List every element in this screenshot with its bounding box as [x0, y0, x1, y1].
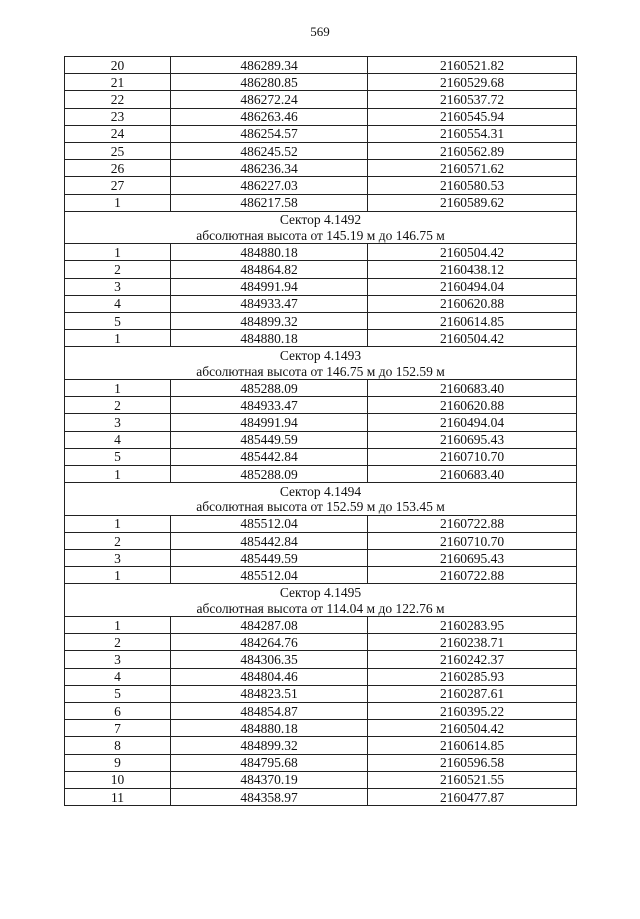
point-number-cell: 10: [65, 771, 171, 788]
sector-title-row: [65, 584, 577, 600]
sector-title-row: [65, 347, 577, 363]
point-number-cell: 24: [65, 125, 171, 142]
x-coordinate-cell: 484899.32: [171, 313, 368, 330]
y-coordinate-cell: 2160620.88: [368, 295, 577, 312]
x-coordinate-cell: 484991.94: [171, 278, 368, 295]
y-coordinate-cell: 2160683.40: [368, 380, 577, 397]
sector-title: Сектор 4.1492: [65, 211, 577, 227]
point-number-cell: 1: [65, 330, 171, 347]
x-coordinate-cell: 486254.57: [171, 125, 368, 142]
point-number-cell: 22: [65, 91, 171, 108]
y-coordinate-cell: 2160285.93: [368, 668, 577, 685]
coordinates-table-body: [65, 57, 577, 806]
sector-height-range: абсолютная высота от 146.75 м до 152.59 м: [65, 363, 577, 379]
x-coordinate-cell: 485512.04: [171, 515, 368, 532]
point-number-cell: 4: [65, 668, 171, 685]
y-coordinate-cell: 2160545.94: [368, 108, 577, 125]
coordinates-table: [64, 56, 577, 806]
x-coordinate-cell: 484264.76: [171, 634, 368, 651]
point-row: [65, 142, 577, 159]
y-coordinate-cell: 2160562.89: [368, 142, 577, 159]
y-coordinate-cell: 2160596.58: [368, 754, 577, 771]
point-number-cell: 2: [65, 397, 171, 414]
point-row: [65, 414, 577, 431]
point-number-cell: 5: [65, 685, 171, 702]
point-number-cell: 1: [65, 567, 171, 584]
point-number-cell: 5: [65, 448, 171, 465]
y-coordinate-cell: 2160504.42: [368, 244, 577, 261]
sector-title: Сектор 4.1493: [65, 347, 577, 363]
y-coordinate-cell: 2160695.43: [368, 550, 577, 567]
point-row: [65, 651, 577, 668]
point-number-cell: 1: [65, 380, 171, 397]
x-coordinate-cell: 485512.04: [171, 567, 368, 584]
x-coordinate-cell: 484880.18: [171, 244, 368, 261]
y-coordinate-cell: 2160395.22: [368, 703, 577, 720]
x-coordinate-cell: 484880.18: [171, 720, 368, 737]
point-row: [65, 720, 577, 737]
y-coordinate-cell: 2160683.40: [368, 465, 577, 482]
y-coordinate-cell: 2160554.31: [368, 125, 577, 142]
x-coordinate-cell: 486245.52: [171, 142, 368, 159]
point-row: [65, 244, 577, 261]
sector-title: Сектор 4.1494: [65, 483, 577, 499]
x-coordinate-cell: 486236.34: [171, 160, 368, 177]
y-coordinate-cell: 2160521.82: [368, 57, 577, 74]
x-coordinate-cell: 485288.09: [171, 380, 368, 397]
x-coordinate-cell: 484899.32: [171, 737, 368, 754]
y-coordinate-cell: 2160504.42: [368, 330, 577, 347]
x-coordinate-cell: 486289.34: [171, 57, 368, 74]
sector-height-range: абсолютная высота от 114.04 м до 122.76 м: [65, 600, 577, 616]
point-number-cell: 9: [65, 754, 171, 771]
point-row: [65, 125, 577, 142]
y-coordinate-cell: 2160710.70: [368, 532, 577, 549]
point-row: [65, 703, 577, 720]
point-number-cell: 1: [65, 244, 171, 261]
x-coordinate-cell: 484880.18: [171, 330, 368, 347]
y-coordinate-cell: 2160580.53: [368, 177, 577, 194]
y-coordinate-cell: 2160571.62: [368, 160, 577, 177]
point-row: [65, 278, 577, 295]
y-coordinate-cell: 2160614.85: [368, 313, 577, 330]
point-row: [65, 431, 577, 448]
y-coordinate-cell: 2160589.62: [368, 194, 577, 211]
sector-title-row: [65, 483, 577, 499]
sector-height-range: абсолютная высота от 152.59 м до 153.45 м: [65, 499, 577, 515]
x-coordinate-cell: 484933.47: [171, 397, 368, 414]
y-coordinate-cell: 2160494.04: [368, 278, 577, 295]
y-coordinate-cell: 2160242.37: [368, 651, 577, 668]
x-coordinate-cell: 486227.03: [171, 177, 368, 194]
x-coordinate-cell: 484287.08: [171, 617, 368, 634]
point-number-cell: 1: [65, 617, 171, 634]
x-coordinate-cell: 484823.51: [171, 685, 368, 702]
sector-title: Сектор 4.1495: [65, 584, 577, 600]
point-row: [65, 771, 577, 788]
point-row: [65, 330, 577, 347]
point-number-cell: 11: [65, 788, 171, 805]
y-coordinate-cell: 2160287.61: [368, 685, 577, 702]
y-coordinate-cell: 2160710.70: [368, 448, 577, 465]
point-row: [65, 515, 577, 532]
x-coordinate-cell: 484864.82: [171, 261, 368, 278]
point-row: [65, 788, 577, 805]
point-row: [65, 754, 577, 771]
point-row: [65, 108, 577, 125]
y-coordinate-cell: 2160695.43: [368, 431, 577, 448]
y-coordinate-cell: 2160529.68: [368, 74, 577, 91]
point-row: [65, 465, 577, 482]
point-number-cell: 21: [65, 74, 171, 91]
point-row: [65, 685, 577, 702]
x-coordinate-cell: 484370.19: [171, 771, 368, 788]
point-number-cell: 7: [65, 720, 171, 737]
point-number-cell: 2: [65, 261, 171, 278]
point-number-cell: 3: [65, 414, 171, 431]
y-coordinate-cell: 2160238.71: [368, 634, 577, 651]
point-row: [65, 737, 577, 754]
point-row: [65, 74, 577, 91]
x-coordinate-cell: 484933.47: [171, 295, 368, 312]
point-row: [65, 177, 577, 194]
x-coordinate-cell: 486263.46: [171, 108, 368, 125]
x-coordinate-cell: 485288.09: [171, 465, 368, 482]
point-number-cell: 3: [65, 278, 171, 295]
x-coordinate-cell: 484306.35: [171, 651, 368, 668]
point-number-cell: 27: [65, 177, 171, 194]
point-number-cell: 1: [65, 465, 171, 482]
x-coordinate-cell: 484854.87: [171, 703, 368, 720]
sector-title-row: [65, 211, 577, 227]
x-coordinate-cell: 485449.59: [171, 550, 368, 567]
point-number-cell: 5: [65, 313, 171, 330]
point-number-cell: 1: [65, 194, 171, 211]
point-number-cell: 3: [65, 651, 171, 668]
point-row: [65, 668, 577, 685]
x-coordinate-cell: 484358.97: [171, 788, 368, 805]
x-coordinate-cell: 486272.24: [171, 91, 368, 108]
point-number-cell: 8: [65, 737, 171, 754]
point-number-cell: 2: [65, 634, 171, 651]
point-row: [65, 295, 577, 312]
x-coordinate-cell: 485442.84: [171, 532, 368, 549]
page-number: 569: [310, 24, 330, 39]
point-number-cell: 4: [65, 295, 171, 312]
y-coordinate-cell: 2160494.04: [368, 414, 577, 431]
x-coordinate-cell: 485449.59: [171, 431, 368, 448]
point-row: [65, 380, 577, 397]
point-number-cell: 20: [65, 57, 171, 74]
point-row: [65, 567, 577, 584]
sector-height-range-row: [65, 499, 577, 515]
sector-height-range: абсолютная высота от 145.19 м до 146.75 м: [65, 227, 577, 243]
point-number-cell: 25: [65, 142, 171, 159]
x-coordinate-cell: 485442.84: [171, 448, 368, 465]
x-coordinate-cell: 486280.85: [171, 74, 368, 91]
point-row: [65, 57, 577, 74]
point-row: [65, 532, 577, 549]
y-coordinate-cell: 2160283.95: [368, 617, 577, 634]
x-coordinate-cell: 484804.46: [171, 668, 368, 685]
x-coordinate-cell: 484795.68: [171, 754, 368, 771]
point-number-cell: 6: [65, 703, 171, 720]
point-number-cell: 1: [65, 515, 171, 532]
y-coordinate-cell: 2160537.72: [368, 91, 577, 108]
y-coordinate-cell: 2160438.12: [368, 261, 577, 278]
y-coordinate-cell: 2160722.88: [368, 515, 577, 532]
sector-height-range-row: [65, 363, 577, 379]
point-row: [65, 313, 577, 330]
sector-height-range-row: [65, 600, 577, 616]
point-row: [65, 91, 577, 108]
point-number-cell: 4: [65, 431, 171, 448]
y-coordinate-cell: 2160521.55: [368, 771, 577, 788]
point-row: [65, 397, 577, 414]
point-number-cell: 3: [65, 550, 171, 567]
y-coordinate-cell: 2160722.88: [368, 567, 577, 584]
point-row: [65, 617, 577, 634]
x-coordinate-cell: 486217.58: [171, 194, 368, 211]
point-row: [65, 160, 577, 177]
point-number-cell: 26: [65, 160, 171, 177]
point-number-cell: 23: [65, 108, 171, 125]
y-coordinate-cell: 2160614.85: [368, 737, 577, 754]
point-number-cell: 2: [65, 532, 171, 549]
point-row: [65, 550, 577, 567]
point-row: [65, 448, 577, 465]
point-row: [65, 194, 577, 211]
point-row: [65, 634, 577, 651]
sector-height-range-row: [65, 227, 577, 243]
y-coordinate-cell: 2160620.88: [368, 397, 577, 414]
y-coordinate-cell: 2160504.42: [368, 720, 577, 737]
y-coordinate-cell: 2160477.87: [368, 788, 577, 805]
point-row: [65, 261, 577, 278]
x-coordinate-cell: 484991.94: [171, 414, 368, 431]
